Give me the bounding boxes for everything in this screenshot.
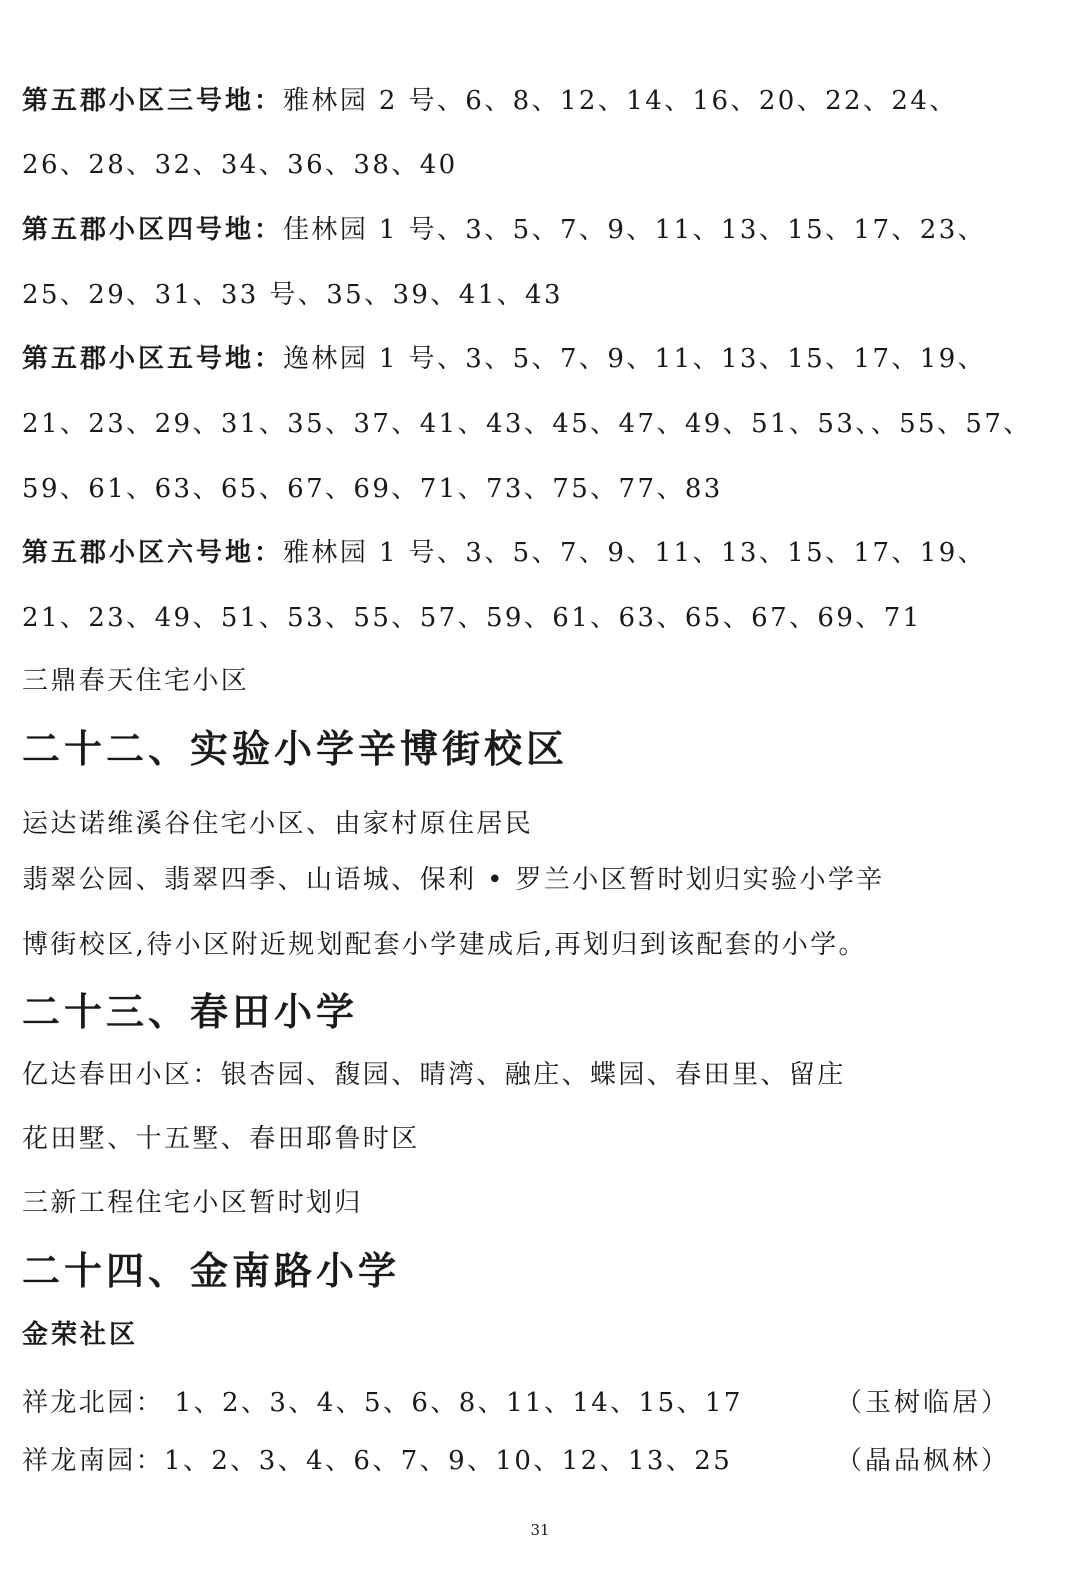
xianglong-north	[22, 1390, 743, 1416]
plot5-line2: 21、23、29、31、35、37、41、43、45、47、49、51、53、、55、57、	[22, 409, 1032, 439]
heading-section22: 二十二、实验小学辛博街校区	[22, 727, 569, 771]
plot3-label: 第五郡小区三号地：	[22, 86, 284, 116]
plot4-label: 第五郡小区四号地：	[22, 215, 284, 245]
plot3-line2: 26、28、32、34、36、38、40	[22, 150, 458, 180]
heading-section24: 二十四、金南路小学	[22, 1249, 401, 1293]
north-note: （玉树临居）	[836, 1388, 1011, 1418]
section23-p1a: 亿达春田小区：银杏园、馥园、晴湾、融庄、蝶园、春田里、留庄	[22, 1060, 846, 1090]
section22-p2a: 翡翠公园、翡翠四季、山语城、保利 • 罗兰小区暂时划归实验小学辛	[22, 865, 885, 895]
north-label: 祥龙北园：	[22, 1388, 165, 1418]
section23-p1b: 花田墅、十五墅、春田耶鲁时区	[22, 1124, 420, 1154]
page-number: 31	[530, 1521, 550, 1539]
south-note: （晶品枫林）	[836, 1446, 1011, 1476]
plot6-line2: 21、23、49、51、53、55、57、59、61、63、65、67、69、71	[22, 603, 922, 633]
plot4-line2: 25、29、31、33 号、35、39、41、43	[22, 280, 563, 310]
plot6-list: 雅林园 1 号、3、5、7、9、11、13、15、17、19、	[283, 538, 987, 568]
plot5-line1	[22, 346, 986, 372]
south-label: 祥龙南园：	[22, 1446, 165, 1476]
jinrong-community: 金荣社区	[22, 1320, 139, 1350]
plot5-line3: 59、61、63、65、67、69、71、73、75、77、83	[22, 474, 723, 504]
north-numbers: 1、2、3、4、5、6、8、11、14、15、17	[164, 1388, 743, 1418]
plot3-list: 雅林园 2 号、6、8、12、14、16、20、22、24、	[283, 86, 958, 116]
plot4-list: 佳林园 1 号、3、5、7、9、11、13、15、17、23、	[283, 215, 987, 245]
section22-p2b: 博街校区,待小区附近规划配套小学建成后,再划归到该配套的小学。	[22, 930, 867, 960]
section23-p2: 三新工程住宅小区暂时划归	[22, 1188, 363, 1218]
plot5-label: 第五郡小区五号地：	[22, 344, 284, 374]
plot6-line1	[22, 540, 986, 566]
sanding-community: 三鼎春天住宅小区	[22, 666, 250, 696]
plot6-label: 第五郡小区六号地：	[22, 538, 284, 568]
south-numbers: 1、2、3、4、6、7、9、10、12、13、25	[164, 1446, 733, 1476]
xianglong-south	[22, 1448, 732, 1474]
heading-section23: 二十三、春田小学	[22, 990, 359, 1034]
plot3-line1	[22, 88, 958, 114]
plot5-list: 逸林园 1 号、3、5、7、9、11、13、15、17、19、	[283, 344, 987, 374]
plot4-line1	[22, 217, 986, 243]
section22-p1: 运达诺维溪谷住宅小区、由家村原住居民	[22, 809, 534, 839]
